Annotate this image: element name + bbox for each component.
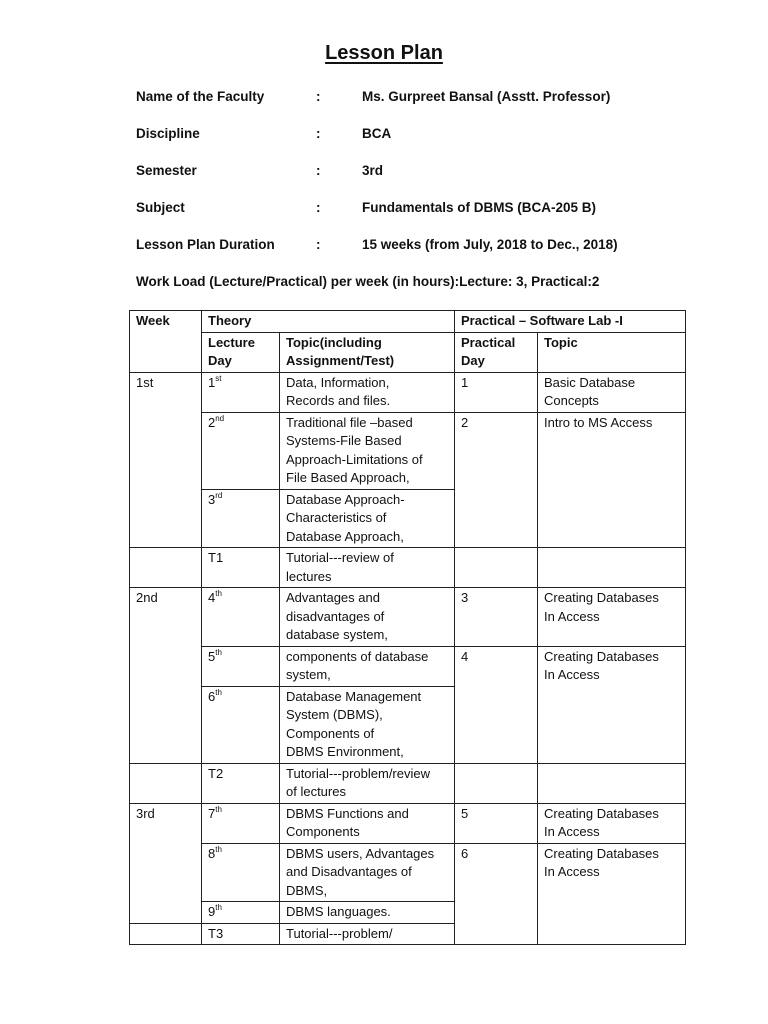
info-label: Semester <box>136 163 197 178</box>
page-title: Lesson Plan <box>325 42 443 64</box>
table-header-row <box>130 311 686 333</box>
workload-line: Work Load (Lecture/Practical) per week (in hours):Lecture: 3, Practical:2 <box>136 274 600 289</box>
week-cell <box>130 548 202 588</box>
lecture-day-cell: 6th <box>202 686 280 763</box>
lecture-day-cell: 5th <box>202 646 280 686</box>
week-cell <box>130 923 202 945</box>
lecture-day-cell: 4th <box>202 588 280 647</box>
topic-cell: Data, Information, Records and files. <box>280 372 455 412</box>
info-value: 3rd <box>362 163 384 178</box>
week-cell: 1st <box>130 372 202 548</box>
table-row <box>130 412 686 489</box>
practical-topic-cell <box>538 763 686 803</box>
practical-day-cell <box>455 548 538 588</box>
topic-cell: Tutorial---review of lectures <box>280 548 455 588</box>
lecture-day-cell: 3rd <box>202 489 280 548</box>
info-colon: : <box>316 200 321 215</box>
week-cell <box>130 763 202 803</box>
topic-cell: Tutorial---problem/ <box>280 923 455 945</box>
lecture-day-cell: 2nd <box>202 412 280 489</box>
header-topic: Topic(including Assignment/Test) <box>280 332 455 372</box>
practical-day-cell: 6 <box>455 843 538 945</box>
practical-topic-cell: Creating Databases In Access <box>538 843 686 945</box>
topic-cell: Advantages and disadvantages of database system, <box>280 588 455 647</box>
lecture-day-cell: 1st <box>202 372 280 412</box>
topic-cell: Traditional file –based Systems-File Based Approach-Limitations of File Based Approach, <box>280 412 455 489</box>
info-label: Subject <box>136 200 185 215</box>
info-label: Discipline <box>136 126 200 141</box>
table-row <box>130 588 686 647</box>
topic-cell: DBMS users, Advantages and Disadvantages of DBMS, <box>280 843 455 902</box>
table-row <box>130 646 686 686</box>
practical-day-cell: 1 <box>455 372 538 412</box>
header-practical-topic: Topic <box>538 332 686 372</box>
practical-day-cell <box>455 763 538 803</box>
header-theory: Theory <box>202 311 455 333</box>
lecture-day-cell: T3 <box>202 923 280 945</box>
practical-topic-cell: Intro to MS Access <box>538 412 686 548</box>
info-value: Ms. Gurpreet Bansal (Asstt. Professor) <box>362 89 611 104</box>
info-colon: : <box>316 126 321 141</box>
lesson-plan-table <box>129 310 686 945</box>
lecture-day-cell: T2 <box>202 763 280 803</box>
table-row <box>130 803 686 843</box>
week-cell: 3rd <box>130 803 202 923</box>
info-label: Name of the Faculty <box>136 89 265 104</box>
info-colon: : <box>316 237 321 252</box>
practical-topic-cell: Basic Database Concepts <box>538 372 686 412</box>
topic-cell: DBMS Functions and Components <box>280 803 455 843</box>
info-value: BCA <box>362 126 392 141</box>
practical-topic-cell: Creating Databases In Access <box>538 588 686 647</box>
practical-topic-cell: Creating Databases In Access <box>538 803 686 843</box>
header-practical: Practical – Software Lab -I <box>455 311 686 333</box>
header-practical-day: Practical Day <box>455 332 538 372</box>
practical-day-cell: 3 <box>455 588 538 647</box>
lecture-day-cell: T1 <box>202 548 280 588</box>
info-label: Lesson Plan Duration <box>136 237 275 252</box>
info-value: Fundamentals of DBMS (BCA-205 B) <box>362 200 597 215</box>
topic-cell: DBMS languages. <box>280 902 455 924</box>
practical-day-cell: 2 <box>455 412 538 548</box>
header-week: Week <box>130 311 202 373</box>
table-row <box>130 548 686 588</box>
topic-cell: Tutorial---problem/review of lectures <box>280 763 455 803</box>
table-row <box>130 843 686 902</box>
topic-cell: Database Approach- Characteristics of Database Approach, <box>280 489 455 548</box>
header-lecture-day: Lecture Day <box>202 332 280 372</box>
practical-topic-cell <box>538 548 686 588</box>
lecture-day-cell: 8th <box>202 843 280 902</box>
lecture-day-cell: 9th <box>202 902 280 924</box>
topic-cell: components of database system, <box>280 646 455 686</box>
practical-topic-cell: Creating Databases In Access <box>538 646 686 763</box>
table-row <box>130 763 686 803</box>
topic-cell: Database Management System (DBMS), Components of DBMS Environment, <box>280 686 455 763</box>
lecture-day-cell: 7th <box>202 803 280 843</box>
info-value: 15 weeks (from July, 2018 to Dec., 2018) <box>362 237 618 252</box>
practical-day-cell: 4 <box>455 646 538 763</box>
practical-day-cell: 5 <box>455 803 538 843</box>
week-cell: 2nd <box>130 588 202 764</box>
table-row <box>130 372 686 412</box>
table-subheader-row <box>130 332 686 372</box>
info-colon: : <box>316 89 321 104</box>
info-colon: : <box>316 163 321 178</box>
